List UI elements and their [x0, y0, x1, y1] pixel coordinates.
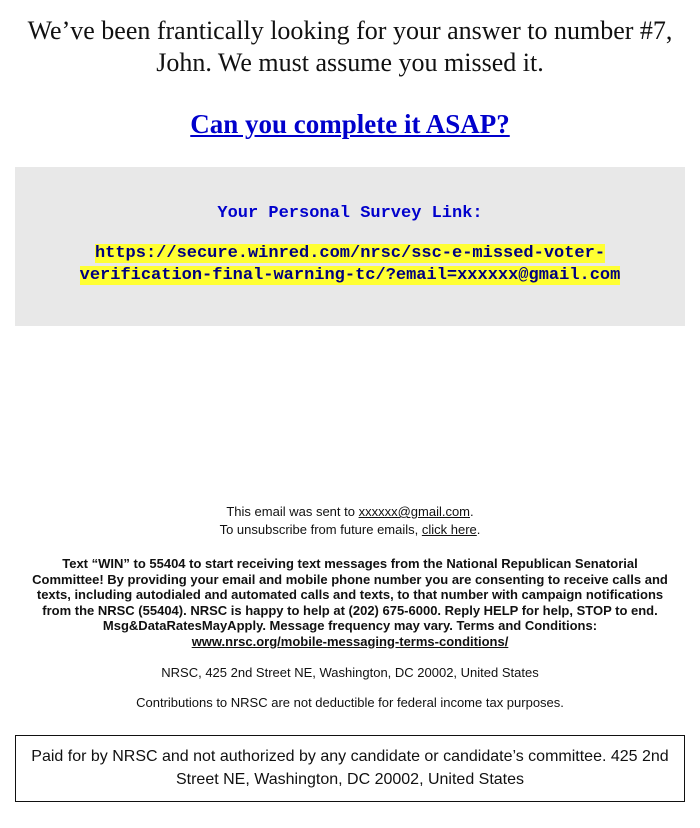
recipient-notice [0, 503, 700, 539]
survey-url-link-line2[interactable]: verification-final-warning-tc/?email=xxxxxx@gmail.com [79, 266, 621, 285]
sent-prefix: This email was sent to [226, 504, 359, 519]
unsub-suffix: . [476, 522, 481, 537]
survey-url [15, 243, 685, 287]
recipient-email-link[interactable]: xxxxxx@gmail.com [358, 504, 471, 519]
intro-heading: We’ve been frantically looking for your answer to number #7, John. We must assume you missed it. [27, 16, 673, 77]
survey-link-box [15, 167, 685, 326]
paid-for-disclaimer-box [15, 735, 685, 802]
survey-url-link-line1[interactable]: https://secure.winred.com/nrsc/ssc-e-missed-voter- [94, 244, 606, 263]
mailing-address: NRSC, 425 2nd Street NE, Washington, DC 20002, United States [161, 665, 539, 680]
cta-heading [0, 107, 700, 141]
terms-link[interactable]: www.nrsc.org/mobile-messaging-terms-conditions/ [191, 633, 509, 649]
paid-for-text: Paid for by NRSC and not authorized by any candidate or candidate’s committee. 425 2nd Street NE, Washington, DC 20002, United States [31, 748, 669, 788]
complete-survey-link[interactable]: Can you complete it ASAP? [190, 109, 510, 139]
sms-disclaimer [30, 556, 670, 649]
sms-text: Text “WIN” to 55404 to start receiving text messages from the National Republican Senatorial Committee! By providing your email and mobile phone number you are consenting to receive calls and texts, including autodialed and automated calls and texts, to that number with campaign notifications from the NRSC (55404). NRSC is happy to help at (202) 675-6000. Reply HELP for help, STOP to end. Msg&DataRatesMayApply. Message frequency may vary. Terms and Conditions: [32, 556, 668, 633]
unsubscribe-link[interactable]: click here [421, 522, 477, 537]
unsub-prefix: To unsubscribe from future emails, [219, 522, 422, 537]
sent-suffix: . [470, 504, 474, 519]
contributions-notice: Contributions to NRSC are not deductible for federal income tax purposes. [136, 695, 564, 710]
survey-link-label: Your Personal Survey Link: [217, 204, 483, 223]
